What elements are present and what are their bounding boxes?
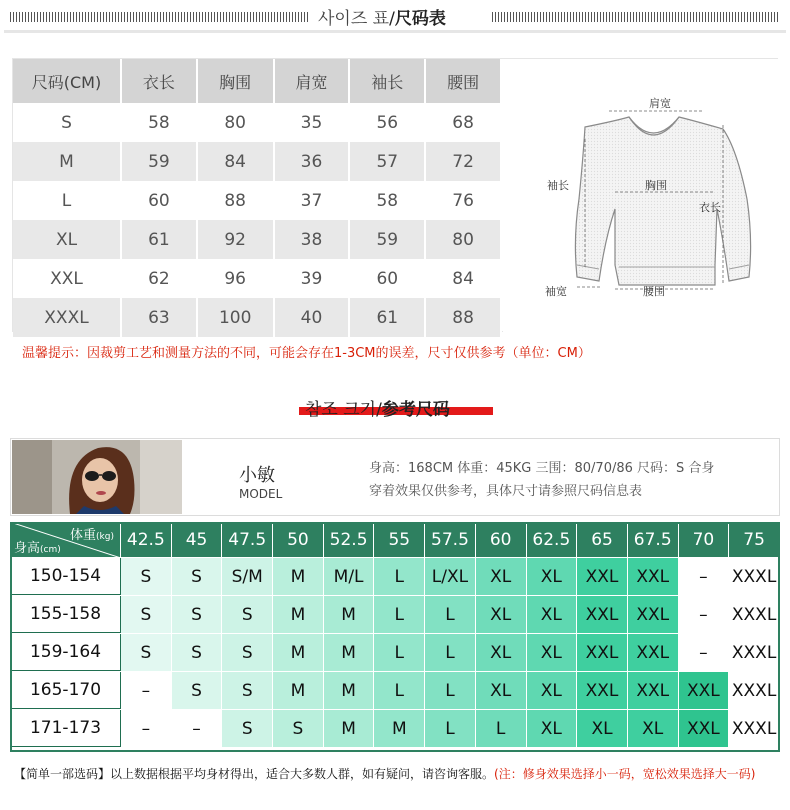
- grid-corner-cell: [10, 522, 121, 557]
- size-recommendation-cell: L: [425, 596, 476, 633]
- height-range-cell: 165-170: [10, 672, 121, 709]
- size-recommendation-cell: –: [121, 672, 172, 709]
- weight-header-cell: 50: [273, 522, 324, 557]
- table-cell: 92: [197, 220, 274, 259]
- size-recommendation-cell: XXL: [628, 634, 679, 671]
- table-cell: 80: [197, 103, 274, 142]
- table-cell: M: [13, 142, 121, 181]
- size-recommendation-cell: XL: [476, 634, 527, 671]
- weight-header-cell: 62.5: [527, 522, 578, 557]
- grid-row: [10, 596, 780, 634]
- size-chart-title: [318, 4, 446, 29]
- grid-row: [10, 634, 780, 672]
- model-name: 小敏: [239, 465, 275, 486]
- col-waist: 腰围: [425, 59, 501, 103]
- size-recommendation-cell: XL: [476, 558, 527, 595]
- size-recommendation-cell: XL: [527, 710, 578, 747]
- model-portrait: [12, 440, 182, 514]
- size-recommendation-cell: M: [273, 596, 324, 633]
- weight-axis-label: [70, 524, 114, 543]
- size-recommendation-cell: –: [679, 558, 730, 595]
- grid-row: [10, 672, 780, 710]
- table-cell: XL: [13, 220, 121, 259]
- size-recommendation-cell: XXL: [628, 672, 679, 709]
- size-recommendation-cell: XL: [476, 672, 527, 709]
- diagram-label-length: 衣长: [699, 201, 721, 214]
- weight-header-cell: 57.5: [425, 522, 476, 557]
- table-cell: 96: [197, 259, 274, 298]
- col-chest: 胸围: [197, 59, 274, 103]
- table-cell: S: [13, 103, 121, 142]
- table-cell: XXXL: [13, 298, 121, 337]
- model-photo: [12, 440, 182, 514]
- size-recommendation-cell: S/M: [222, 558, 273, 595]
- table-cell: 100: [197, 298, 274, 337]
- size-recommendation-cell: M: [324, 672, 375, 709]
- table-cell: 59: [349, 220, 425, 259]
- footnote-fit-note: (注：修身效果选择小一码，宽松效果选择大一码): [494, 767, 756, 781]
- height-label-text: 身高: [14, 541, 41, 556]
- size-recommendation-cell: XXL: [577, 672, 628, 709]
- size-recommendation-cell: L/XL: [425, 558, 476, 595]
- table-cell: 57: [349, 142, 425, 181]
- table-cell: 80: [425, 220, 501, 259]
- size-chart-title-chinese: 尺码表: [394, 9, 446, 29]
- measurement-tip: 温馨提示：因裁剪工艺和测量方法的不同，可能会存在1-3CM的误差，尺寸仅供参考（单位：CM）: [22, 346, 591, 361]
- size-recommendation-cell: S: [121, 634, 172, 671]
- size-recommendation-cell: L: [425, 710, 476, 747]
- size-recommendation-cell: L: [425, 634, 476, 671]
- size-row-l: [13, 181, 501, 220]
- diagram-label-waist: 腰围: [643, 285, 665, 298]
- size-recommendation-cell: XXL: [577, 634, 628, 671]
- diagram-label-cuff: 袖宽: [545, 285, 567, 298]
- size-recommendation-cell: –: [679, 634, 730, 671]
- size-recommendation-cell: XL: [527, 672, 578, 709]
- size-recommendation-cell: M: [324, 634, 375, 671]
- weight-header-cell: 42.5: [121, 522, 172, 557]
- size-recommendation-cell: XL: [527, 634, 578, 671]
- footnote-main-text: 【简单一部选码】以上数据根据平均身材得出，适合大多数人群，如有疑问，请咨询客服。: [14, 767, 495, 781]
- title-separator: /: [389, 9, 395, 29]
- size-recommendation-cell: M: [273, 558, 324, 595]
- size-recommendation-grid: [10, 522, 780, 748]
- size-recommendation-cell: XL: [527, 596, 578, 633]
- table-cell: 88: [425, 298, 501, 337]
- size-recommendation-cell: S: [222, 672, 273, 709]
- header-hatch-right: [492, 12, 780, 22]
- size-recommendation-cell: XXXL: [729, 558, 780, 595]
- table-cell: 60: [349, 259, 425, 298]
- garment-measurement-diagram: [503, 59, 779, 333]
- table-cell: 40: [274, 298, 350, 337]
- header-underline: [4, 30, 786, 33]
- size-table-header-row: [13, 59, 501, 103]
- table-cell: 59: [121, 142, 197, 181]
- table-cell: 36: [274, 142, 350, 181]
- size-recommendation-cell: M: [324, 710, 375, 747]
- table-cell: 35: [274, 103, 350, 142]
- model-info-card: [10, 438, 780, 516]
- table-cell: 61: [349, 298, 425, 337]
- table-cell: 62: [121, 259, 197, 298]
- model-measurements: 身高：168CM 体重：45KG 三围：80/70/86 尺码：S 合身: [369, 461, 715, 476]
- size-recommendation-cell: XL: [476, 596, 527, 633]
- size-recommendation-cell: S: [222, 596, 273, 633]
- title-separator: /: [376, 400, 382, 420]
- table-cell: 72: [425, 142, 501, 181]
- weight-header-cell: 75: [729, 522, 780, 557]
- weight-unit-text: (kg): [96, 532, 114, 542]
- table-cell: 68: [425, 103, 501, 142]
- size-recommendation-cell: XXXL: [729, 596, 780, 633]
- size-chart-header: [0, 0, 790, 32]
- col-length: 衣长: [121, 59, 197, 103]
- height-range-cell: 171-173: [10, 710, 121, 747]
- weight-header-cell: 67.5: [628, 522, 679, 557]
- size-chart-title-korean: 사이즈 표: [318, 9, 390, 29]
- size-recommendation-cell: XXL: [577, 558, 628, 595]
- size-recommendation-cell: L: [374, 596, 425, 633]
- size-table: [13, 59, 502, 337]
- table-cell: 38: [274, 220, 350, 259]
- grid-row: [10, 558, 780, 596]
- weight-header-cell: 52.5: [324, 522, 375, 557]
- size-row-xxl: [13, 259, 501, 298]
- size-recommendation-cell: S: [222, 634, 273, 671]
- size-recommendation-cell: XXXL: [729, 634, 780, 671]
- header-hatch-left: [10, 12, 308, 22]
- weight-header-cell: 55: [374, 522, 425, 557]
- height-unit-text: (cm): [40, 545, 61, 555]
- reference-size-title: [305, 395, 450, 420]
- model-label: MODEL: [239, 487, 283, 501]
- table-cell: XXL: [13, 259, 121, 298]
- table-cell: 60: [121, 181, 197, 220]
- height-range-cell: 150-154: [10, 558, 121, 595]
- size-recommendation-cell: M/L: [324, 558, 375, 595]
- size-recommendation-cell: S: [222, 710, 273, 747]
- table-cell: 39: [274, 259, 350, 298]
- size-recommendation-cell: S: [273, 710, 324, 747]
- table-cell: 84: [425, 259, 501, 298]
- size-selection-footnote: [14, 765, 784, 784]
- size-recommendation-cell: M: [374, 710, 425, 747]
- size-row-xl: [13, 220, 501, 259]
- reference-title-korean: 참조 크기: [305, 400, 377, 420]
- size-row-xxxl: [13, 298, 501, 337]
- table-cell: 37: [274, 181, 350, 220]
- size-row-s: [13, 103, 501, 142]
- size-recommendation-cell: S: [172, 596, 223, 633]
- reference-title-chinese: 参考尺码: [381, 400, 450, 420]
- size-recommendation-cell: S: [121, 558, 172, 595]
- height-range-cell: 159-164: [10, 634, 121, 671]
- size-recommendation-cell: M: [273, 672, 324, 709]
- size-recommendation-cell: L: [374, 634, 425, 671]
- weight-header-cell: 65: [577, 522, 628, 557]
- size-recommendation-cell: XL: [577, 710, 628, 747]
- model-note: 穿着效果仅供参考，具体尺寸请参照尺码信息表: [369, 484, 643, 499]
- table-cell: 63: [121, 298, 197, 337]
- height-axis-label: [14, 537, 61, 556]
- table-cell: 61: [121, 220, 197, 259]
- size-recommendation-cell: XXL: [679, 710, 730, 747]
- grid-header-row: [10, 522, 780, 558]
- size-recommendation-cell: XXL: [577, 596, 628, 633]
- size-recommendation-cell: XXL: [628, 596, 679, 633]
- size-row-m: [13, 142, 501, 181]
- weight-header-cell: 45: [172, 522, 223, 557]
- size-recommendation-cell: S: [172, 558, 223, 595]
- sweater-outline-image: [503, 59, 779, 333]
- size-recommendation-cell: S: [121, 596, 172, 633]
- diagram-label-chest: 胸围: [645, 179, 667, 192]
- size-recommendation-cell: –: [172, 710, 223, 747]
- size-recommendation-cell: XL: [628, 710, 679, 747]
- size-recommendation-cell: XXL: [628, 558, 679, 595]
- size-recommendation-cell: XXXL: [729, 672, 780, 709]
- table-cell: 88: [197, 181, 274, 220]
- size-recommendation-cell: –: [121, 710, 172, 747]
- weight-label-text: 体重: [70, 528, 97, 543]
- table-cell: L: [13, 181, 121, 220]
- size-recommendation-cell: L: [425, 672, 476, 709]
- table-cell: 76: [425, 181, 501, 220]
- col-sleeve: 袖长: [349, 59, 425, 103]
- diagram-label-shoulder: 肩宽: [649, 97, 671, 110]
- table-cell: 56: [349, 103, 425, 142]
- size-recommendation-cell: S: [172, 634, 223, 671]
- weight-header-cell: 70: [679, 522, 730, 557]
- reference-size-header: [0, 392, 790, 424]
- size-recommendation-cell: –: [679, 596, 730, 633]
- size-recommendation-cell: XL: [527, 558, 578, 595]
- weight-header-cell: 47.5: [222, 522, 273, 557]
- grid-row: [10, 710, 780, 748]
- table-cell: 58: [121, 103, 197, 142]
- weight-header-cell: 60: [476, 522, 527, 557]
- size-recommendation-cell: L: [476, 710, 527, 747]
- size-recommendation-cell: M: [324, 596, 375, 633]
- size-recommendation-cell: L: [374, 672, 425, 709]
- size-recommendation-cell: XXL: [679, 672, 730, 709]
- col-shoulder: 肩宽: [274, 59, 350, 103]
- size-recommendation-cell: S: [172, 672, 223, 709]
- table-cell: 84: [197, 142, 274, 181]
- size-recommendation-cell: L: [374, 558, 425, 595]
- diagram-label-sleeve: 袖长: [547, 179, 569, 192]
- col-size: 尺码(CM): [13, 59, 121, 103]
- size-recommendation-cell: XXXL: [729, 710, 780, 747]
- table-cell: 58: [349, 181, 425, 220]
- height-range-cell: 155-158: [10, 596, 121, 633]
- size-table-panel: [12, 58, 778, 332]
- size-recommendation-cell: M: [273, 634, 324, 671]
